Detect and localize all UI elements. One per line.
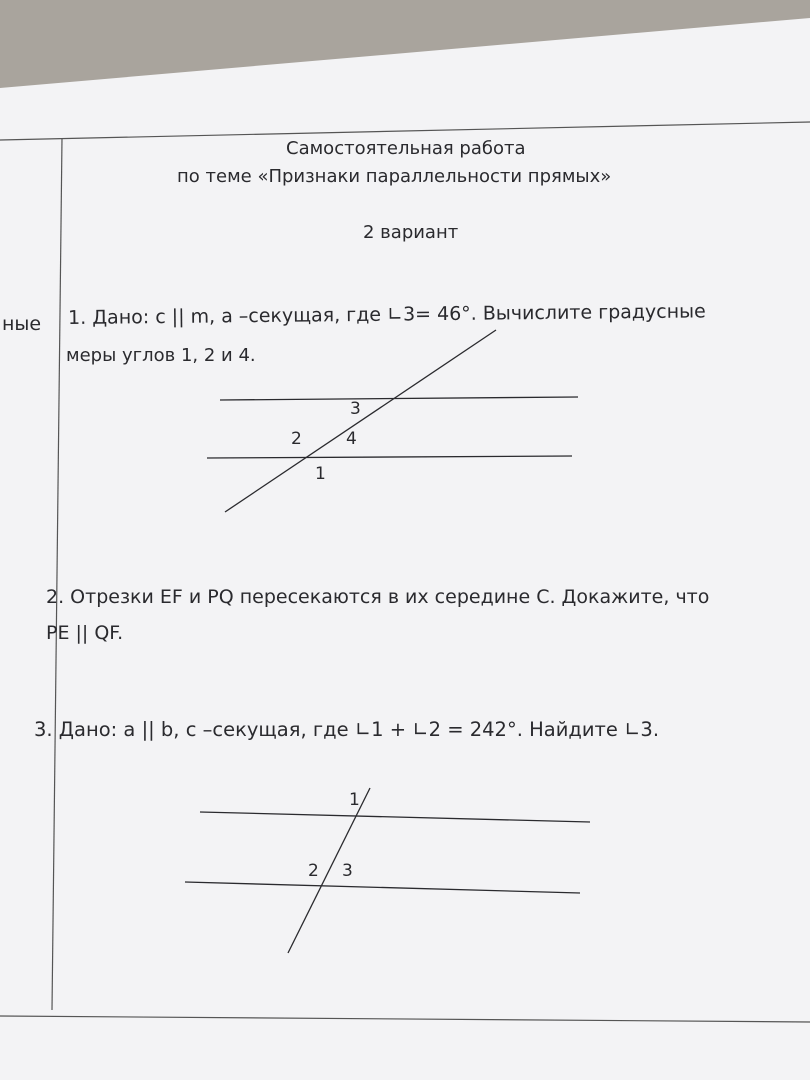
angle-label-3: 3: [342, 861, 353, 881]
angle-label-2: 2: [291, 429, 302, 449]
angle-label-1: 1: [315, 464, 326, 484]
problem2-text-line1: 2. Отрезки EF и PQ пересекаются в их середине C. Докажите, что: [46, 586, 710, 608]
worksheet-subtitle: по теме «Признаки параллельности прямых»: [177, 166, 612, 187]
worksheet-title: Самостоятельная работа: [286, 138, 526, 159]
angle-label-3: 3: [350, 399, 361, 419]
problem2-text-line2: PE || QF.: [46, 622, 124, 644]
angle-label-1: 1: [349, 790, 360, 810]
secant-line-c: [288, 788, 370, 953]
problem1-text-line2: меры углов 1, 2 и 4.: [66, 345, 256, 366]
angle-label-4: 4: [346, 429, 357, 449]
problem3-text: 3. Дано: a || b, c –секущая, где ∟1 + ∟2 = 242°. Найдите ∟3.: [34, 718, 660, 741]
parallel-line-a: [200, 812, 590, 822]
variant-label: 2 вариант: [363, 222, 459, 243]
problem1-text-line1: 1. Дано: c || m, a –секущая, где ∟3= 46°. Вычислите градусные: [68, 300, 706, 329]
margin-fragment: ные: [2, 313, 42, 335]
angle-label-2: 2: [308, 861, 319, 881]
parallel-line-b: [185, 882, 580, 893]
